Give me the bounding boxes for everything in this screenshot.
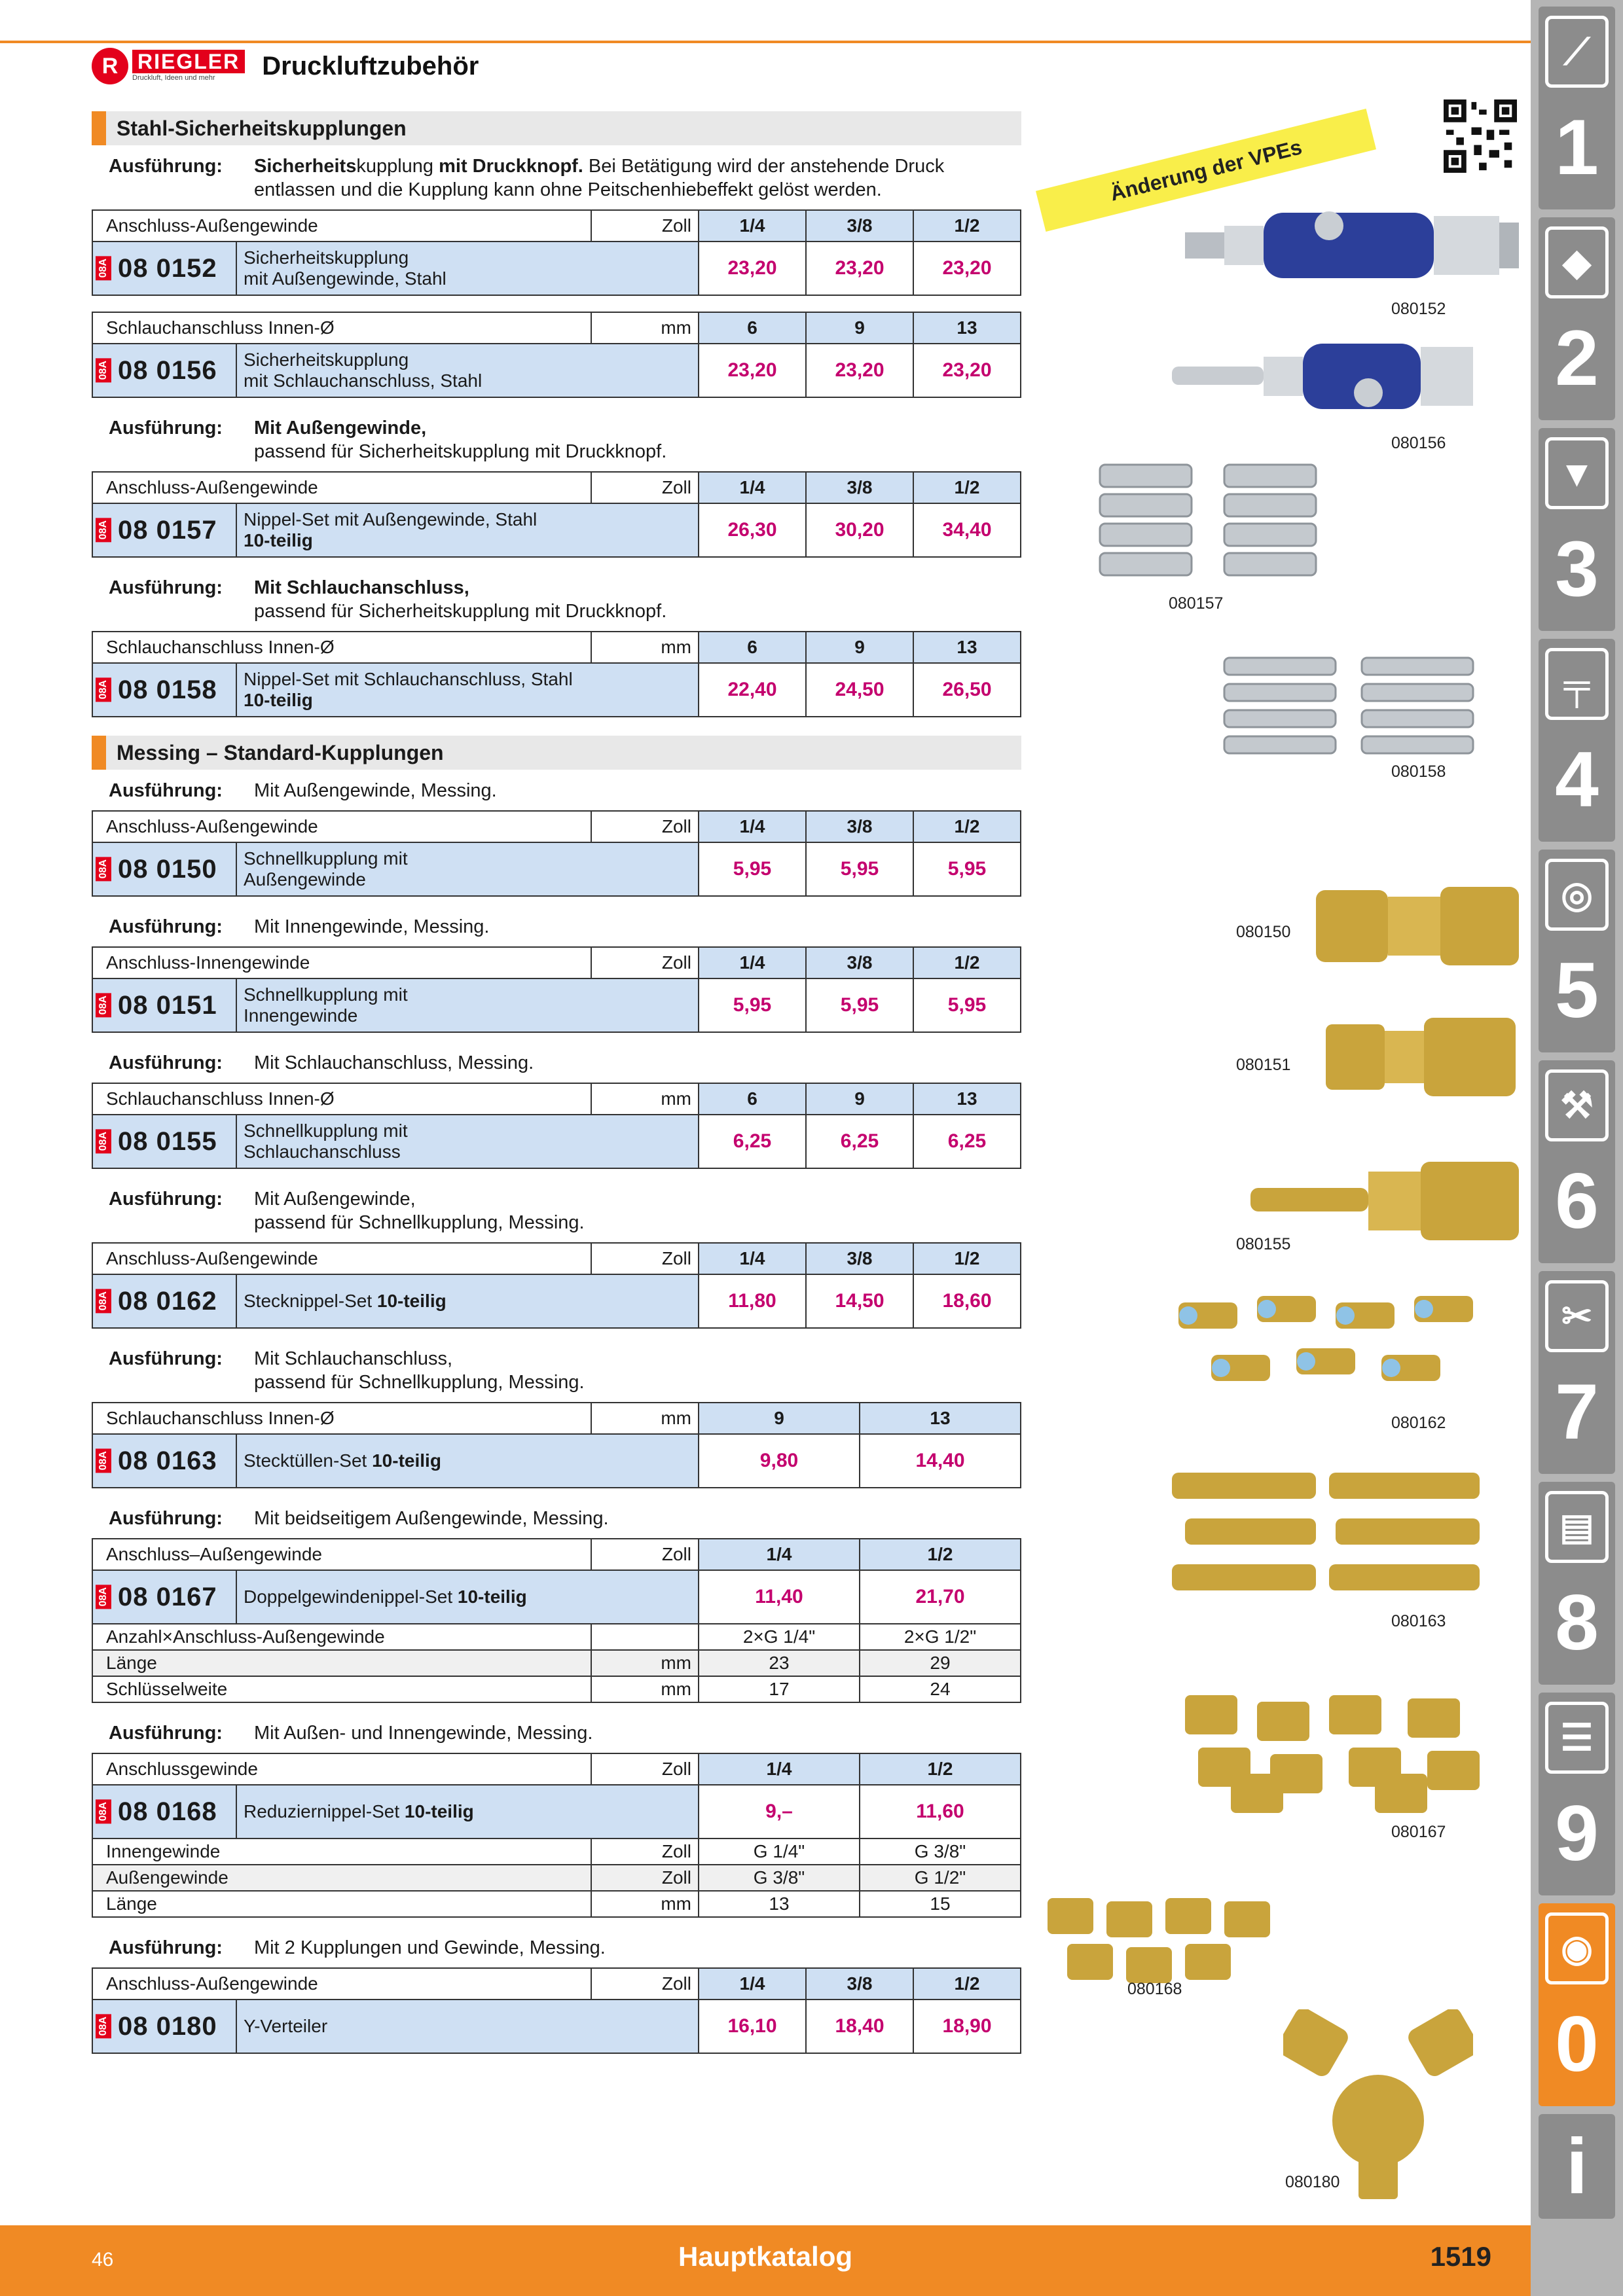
price: 18,60 — [913, 1274, 1021, 1328]
product-image-080163 — [1172, 1466, 1493, 1610]
page-footer — [0, 2225, 1531, 2296]
price: 5,95 — [913, 978, 1021, 1032]
info-icon: i — [1565, 2123, 1588, 2210]
ausfuehrung: Ausführung: Mit beidseitigem Außengewinde, Messing. — [109, 1508, 609, 1529]
price: 11,80 — [699, 1274, 806, 1328]
page-number-left: 46 — [92, 2249, 114, 2270]
image-label-080167: 080167 — [1391, 1823, 1446, 1841]
price: 14,50 — [806, 1274, 913, 1328]
price: 16,10 — [699, 2000, 806, 2053]
tap-icon: ▼ — [1545, 437, 1609, 509]
chapter-tab-7[interactable]: ✂ 7 — [1539, 1271, 1615, 1474]
price: 6,25 — [806, 1115, 913, 1168]
chapter-tab-6[interactable]: ⚒ 6 — [1539, 1060, 1615, 1263]
product-image-080157 — [1087, 458, 1336, 589]
category-badge: 08A — [96, 1129, 111, 1153]
price: 23,20 — [699, 242, 806, 295]
chapter-tab-0[interactable]: ◉ 0 — [1539, 1903, 1615, 2106]
category-badge: 08A — [96, 2014, 111, 2038]
catalog-content — [92, 111, 1021, 2072]
chapter-tab-3[interactable]: ▼ 3 — [1539, 428, 1615, 631]
price: 9,80 — [699, 1434, 860, 1488]
qr-code-icon[interactable] — [1444, 99, 1517, 173]
article-number[interactable]: 08 0163 — [118, 1446, 217, 1475]
catalog-name: Hauptkatalog — [678, 2241, 853, 2272]
chapter-tab-info[interactable] — [1539, 2114, 1615, 2219]
category-badge: 08A — [96, 358, 111, 382]
ausfuehrung: Ausführung: Mit Außengewinde, passend für Sicherheitskupplung mit Druckknopf. — [109, 418, 667, 462]
article-number[interactable]: 08 0180 — [118, 2011, 217, 2041]
image-label-080158: 080158 — [1391, 762, 1446, 781]
spec-row: Innengewinde Zoll G 1/4" G 3/8" — [92, 1839, 1021, 1865]
product-image-080156 — [1172, 331, 1480, 422]
ausfuehrung: Ausführung: Mit Schlauchanschluss, Messing. — [109, 1052, 534, 1073]
price: 5,95 — [806, 978, 913, 1032]
product-table-080158: Schlauchanschluss Innen-Ø mm 6 9 13 08A 08 0158 Nippel-Set mit Schlauchanschluss, Stahl 10-teilig 22,40 24,50 26,50 — [92, 631, 1021, 717]
ausfuehrung: Ausführung: Mit Innengewinde, Messing. — [109, 916, 490, 937]
logo-tagline: Druckluft, Ideen und mehr — [132, 74, 215, 82]
price: 22,40 — [699, 663, 806, 717]
ausfuehrung: Ausführung: Mit Schlauchanschluss, passend für Schnellkupplung, Messing. — [109, 1348, 585, 1393]
ausfuehrung: Ausführung: Mit Außengewinde, Messing. — [109, 780, 497, 801]
article-number[interactable]: 08 0155 — [118, 1126, 217, 1156]
cabinet-icon: ☰ — [1545, 1702, 1609, 1774]
price: 11,60 — [860, 1785, 1021, 1839]
chapter-tab-1[interactable]: ⟋ 1 — [1539, 7, 1615, 209]
price: 21,70 — [860, 1570, 1021, 1624]
page-title: Druckluftzubehör — [262, 51, 479, 81]
spec-row: Anzahl×Anschluss-Außengewinde 2×G 1/4" 2×G 1/2" — [92, 1624, 1021, 1650]
article-number[interactable]: 08 0168 — [118, 1797, 217, 1826]
price: 23,20 — [913, 242, 1021, 295]
image-label-080156: 080156 — [1391, 434, 1446, 452]
vpe-banner: Änderung der VPEs — [1036, 109, 1376, 232]
product-image-080162 — [1172, 1289, 1486, 1407]
ausfuehrung: Ausführung: Mit Schlauchanschluss, passend für Sicherheitskupplung mit Druckknopf. — [109, 577, 667, 622]
page-number-right: 1519 — [1430, 2241, 1491, 2272]
price: 34,40 — [913, 503, 1021, 557]
saw-blade-icon: ◎ — [1545, 859, 1609, 931]
product-table-080157: Anschluss-Außengewinde Zoll 1/4 3/8 1/2 08A 08 0157 Nippel-Set mit Außengewinde, Stahl 10-teilig 26,30 30,20 34,40 — [92, 471, 1021, 558]
price: 26,30 — [699, 503, 806, 557]
product-image-080151 — [1326, 1008, 1522, 1106]
article-number[interactable]: 08 0158 — [118, 675, 217, 704]
article-number[interactable]: 08 0157 — [118, 515, 217, 545]
price: 18,40 — [806, 2000, 913, 2053]
product-table-080155: Schlauchanschluss Innen-Ø mm 6 9 13 08A 08 0155 Schnellkupplung mit Schlauchanschluss 6,25 6,25 6,25 — [92, 1083, 1021, 1169]
category-badge: 08A — [96, 1289, 111, 1313]
article-number[interactable]: 08 0156 — [118, 355, 217, 385]
product-image-080152 — [1185, 196, 1525, 295]
insert-icon: ◆ — [1545, 226, 1609, 298]
pliers-icon: ✂ — [1545, 1280, 1609, 1352]
price: 23,20 — [913, 344, 1021, 397]
section-title: Messing – Standard-Kupplungen — [117, 740, 444, 764]
product-image-080150 — [1316, 877, 1525, 975]
product-table-080163: Schlauchanschluss Innen-Ø mm 9 13 08A 08 0163 Stecktüllen-Set 10-teilig 9,80 14,40 — [92, 1402, 1021, 1488]
image-label-080151: 080151 — [1236, 1056, 1291, 1074]
chapter-tab-5[interactable]: ◎ 5 — [1539, 850, 1615, 1052]
price: 5,95 — [699, 842, 806, 896]
image-label-080150: 080150 — [1236, 923, 1291, 941]
product-image-080158 — [1218, 651, 1486, 762]
category-badge: 08A — [96, 1448, 111, 1473]
category-badge: 08A — [96, 677, 111, 702]
ausfuehrung-intro: Ausführung: Sicherheitskupplung mit Druckknopf. Bei Betätigung wird der anstehende Druck entlassen und die Kupplung kann ohne Peitschenhiebeffekt gelöst werden. — [109, 156, 945, 200]
product-table-080152: Anschluss-Außengewinde Zoll 1/4 3/8 1/2 08A 08 0152 Sicherheitskupplung mit Außengewinde, Stahl 23,20 23,20 23,20 — [92, 209, 1021, 296]
spec-row: Länge mm 23 29 — [92, 1650, 1021, 1676]
price: 5,95 — [699, 978, 806, 1032]
category-badge: 08A — [96, 256, 111, 280]
category-badge: 08A — [96, 1585, 111, 1609]
image-label-080163: 080163 — [1391, 1612, 1446, 1630]
price: 14,40 — [860, 1434, 1021, 1488]
category-badge: 08A — [96, 857, 111, 881]
price: 23,20 — [806, 242, 913, 295]
section-brass-couplings — [92, 736, 1021, 770]
image-label-080162: 080162 — [1391, 1414, 1446, 1432]
spec-row: Länge mm 13 15 — [92, 1891, 1021, 1917]
category-badge: 08A — [96, 993, 111, 1017]
ausfuehrung: Ausführung: Mit Außen- und Innengewinde, Messing. — [109, 1723, 593, 1744]
chapter-tab-9[interactable]: ☰ 9 — [1539, 1693, 1615, 1895]
price: 6,25 — [699, 1115, 806, 1168]
chapter-tab-bar — [1531, 0, 1623, 2296]
price: 26,50 — [913, 663, 1021, 717]
image-label-080180: 080180 — [1285, 2173, 1340, 2191]
image-label-080152: 080152 — [1391, 300, 1446, 318]
category-badge: 08A — [96, 518, 111, 542]
price: 5,95 — [806, 842, 913, 896]
caliper-icon: ╤ — [1545, 648, 1609, 720]
product-table-080162: Anschluss-Außengewinde Zoll 1/4 3/8 1/2 08A 08 0162 Stecknippel-Set 10-teilig 11,80 14,50 18,60 — [92, 1242, 1021, 1329]
price: 30,20 — [806, 503, 913, 557]
price: 6,25 — [913, 1115, 1021, 1168]
spec-row: Schlüsselweite mm 17 24 — [92, 1676, 1021, 1702]
article-number[interactable]: 08 0152 — [118, 253, 217, 283]
price: 11,40 — [699, 1570, 860, 1624]
ausf-label: Ausführung: — [109, 156, 223, 177]
section-steel-couplings — [92, 111, 1021, 145]
logo-mark: R — [92, 48, 128, 84]
product-table-080180: Anschluss-Außengewinde Zoll 1/4 3/8 1/2 08A 08 0180 Y-Verteiler 16,10 18,40 18,90 — [92, 1967, 1021, 2054]
spec-row: Außengewinde Zoll G 3/8" G 1/2" — [92, 1865, 1021, 1891]
drill-bit-icon: ⟋ — [1545, 16, 1609, 88]
article-number[interactable]: 08 0162 — [118, 1286, 217, 1316]
price: 9,– — [699, 1785, 860, 1839]
product-table-080151: Anschluss-Innengewinde Zoll 1/4 3/8 1/2 08A 08 0151 Schnellkupplung mit Innengewinde 5,95 5,95 5,95 — [92, 946, 1021, 1033]
price: 23,20 — [806, 344, 913, 397]
product-table-080167: Anschluss–Außengewinde Zoll 1/4 1/2 08A 08 0167 Doppelgewindenippel-Set 10-teilig 11,40 21,70 Anzahl×Anschluss-Außengewinde 2×G 1/4" 2×G 1/2" Länge mm 23 29 Schlüsselweite mm 17 24 — [92, 1538, 1021, 1703]
ausfuehrung: Ausführung: Mit 2 Kupplungen und Gewinde, Messing. — [109, 1937, 606, 1958]
article-number[interactable]: 08 0150 — [118, 854, 217, 884]
chapter-tab-2[interactable]: ◆ 2 — [1539, 217, 1615, 420]
chapter-tab-8[interactable]: ▤ 8 — [1539, 1482, 1615, 1685]
image-label-080155: 080155 — [1236, 1235, 1291, 1253]
wrench-icon: ⚒ — [1545, 1069, 1609, 1141]
chapter-tab-4[interactable]: ╤ 4 — [1539, 639, 1615, 842]
price: 23,20 — [699, 344, 806, 397]
product-table-080168: Anschlussgewinde Zoll 1/4 1/2 08A 08 0168 Reduziernippel-Set 10-teilig 9,– 11,60 Innengewinde Zoll G 1/4" G 3/8" Außengewinde Zoll G 3/8" G 1/2" Länge mm 13 15 — [92, 1753, 1021, 1918]
logo-name: RIEGLER — [132, 50, 245, 73]
price: 18,90 — [913, 2000, 1021, 2053]
product-table-080156: Schlauchanschluss Innen-Ø mm 6 9 13 08A 08 0156 Sicherheitskupplung mit Schlauchanschluss, Stahl 23,20 23,20 23,20 — [92, 312, 1021, 398]
product-image-080167 — [1178, 1689, 1493, 1820]
product-table-080150: Anschluss-Außengewinde Zoll 1/4 3/8 1/2 08A 08 0150 Schnellkupplung mit Außengewinde 5,95 5,95 5,95 — [92, 810, 1021, 897]
price: 24,50 — [806, 663, 913, 717]
safety-goggles-icon: ◉ — [1545, 1912, 1609, 1984]
toolbox-icon: ▤ — [1545, 1491, 1609, 1563]
riegler-logo — [92, 48, 245, 84]
price: 5,95 — [913, 842, 1021, 896]
page-header — [92, 43, 479, 89]
article-number[interactable]: 08 0151 — [118, 990, 217, 1020]
image-label-080168: 080168 — [1127, 1980, 1182, 1998]
image-label-080157: 080157 — [1169, 594, 1224, 613]
article-number[interactable]: 08 0167 — [118, 1582, 217, 1611]
ausfuehrung: Ausführung: Mit Außengewinde, passend für Schnellkupplung, Messing. — [109, 1189, 585, 1233]
product-image-080155 — [1250, 1152, 1525, 1250]
category-badge: 08A — [96, 1799, 111, 1823]
section-title: Stahl-Sicherheitskupplungen — [117, 116, 407, 140]
product-image-080168 — [1048, 1892, 1290, 1990]
